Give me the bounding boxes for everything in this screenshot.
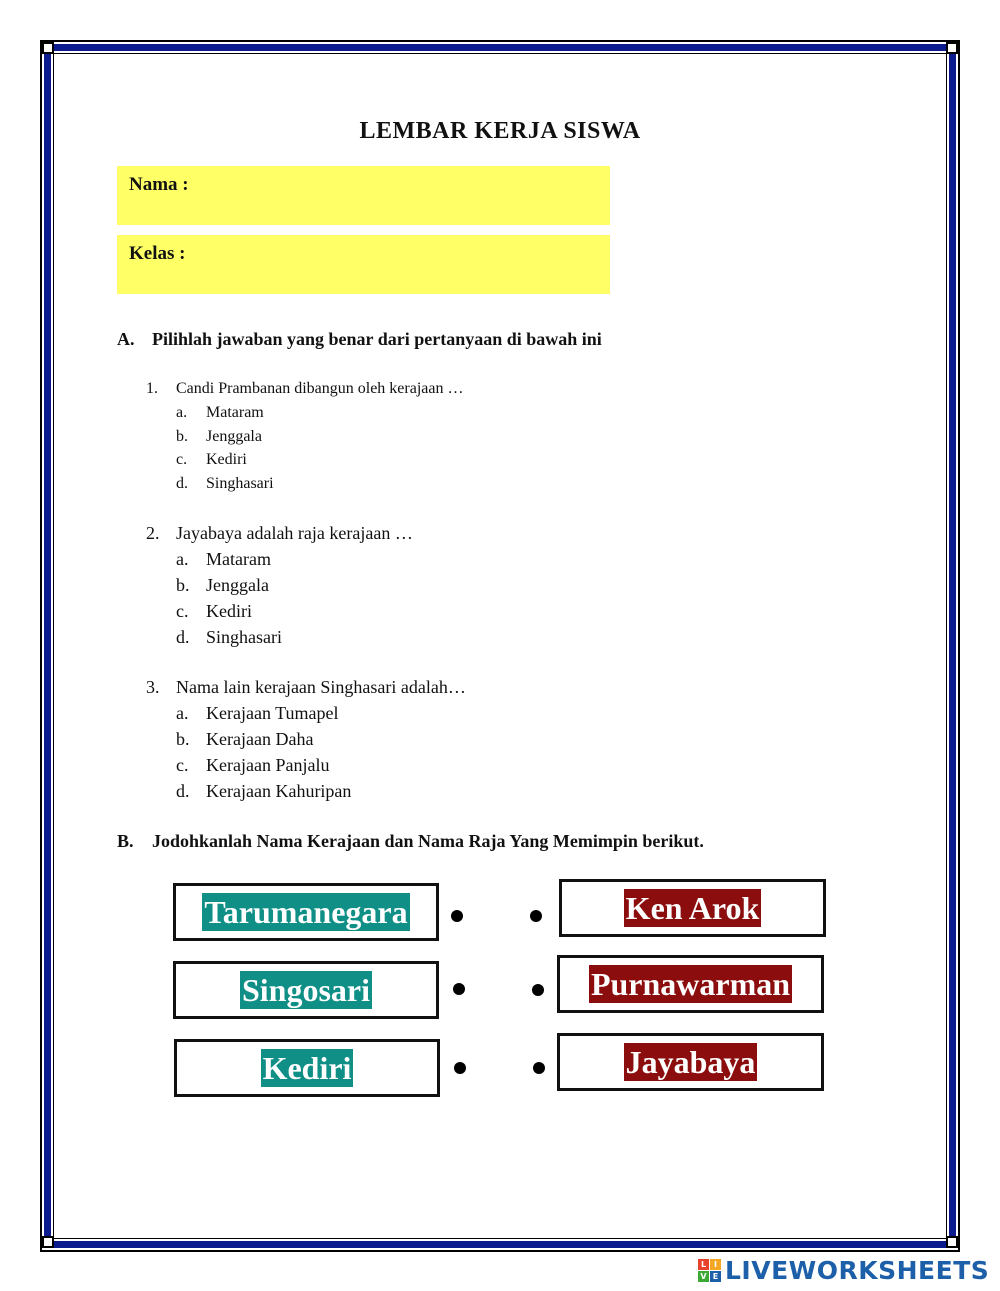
option-c[interactable] xyxy=(176,601,282,627)
question-number: 1. xyxy=(146,380,158,397)
option-b[interactable] xyxy=(176,575,282,601)
option-d[interactable] xyxy=(176,475,274,499)
section-a-heading xyxy=(117,329,602,350)
match-dot-right-2[interactable] xyxy=(532,984,544,996)
kingdom-label: Kediri xyxy=(262,1050,352,1086)
option-letter: b. xyxy=(176,729,190,749)
question-2 xyxy=(146,523,413,544)
option-letter: b. xyxy=(176,427,188,445)
question-text: Jayabaya adalah raja kerajaan … xyxy=(176,523,413,543)
logo-letter: L xyxy=(698,1259,709,1270)
option-letter: d. xyxy=(176,627,190,647)
king-box-ken-arok[interactable] xyxy=(559,879,826,937)
brand-text: LIVEWORKSHEETS xyxy=(725,1256,990,1285)
page-title: LEMBAR KERJA SISWA xyxy=(359,118,641,144)
option-text: Jenggala xyxy=(206,427,262,445)
match-dot-left-3[interactable] xyxy=(454,1062,466,1074)
option-letter: d. xyxy=(176,474,188,492)
match-dot-right-1[interactable] xyxy=(530,910,542,922)
question-1-options xyxy=(176,404,274,498)
option-letter: a. xyxy=(176,404,188,421)
frame-corner-bottom-right xyxy=(946,1236,958,1248)
option-letter: a. xyxy=(176,703,189,723)
kingdom-label: Tarumanegara xyxy=(204,894,408,930)
option-text: Kerajaan Panjalu xyxy=(206,755,330,775)
frame-corner-bottom-left xyxy=(42,1236,54,1248)
option-text: Mataram xyxy=(206,404,264,421)
option-a[interactable] xyxy=(176,404,274,428)
section-b-text: Jodohkanlah Nama Kerajaan dan Nama Raja Yang Memimpin berikut. xyxy=(152,831,704,851)
question-number: 2. xyxy=(146,523,160,543)
option-c[interactable] xyxy=(176,755,351,781)
section-b-heading xyxy=(117,831,704,852)
kingdom-box-tarumanegara[interactable] xyxy=(173,883,439,941)
question-1 xyxy=(146,380,463,398)
option-text: Kerajaan Daha xyxy=(206,729,314,749)
frame-corner-top-left xyxy=(42,42,54,54)
kingdom-label: Singosari xyxy=(241,972,371,1008)
option-letter: a. xyxy=(176,549,189,569)
nama-label: Nama : xyxy=(129,174,189,195)
section-a-letter: A. xyxy=(117,329,135,349)
option-text: Singhasari xyxy=(206,627,282,647)
option-letter: c. xyxy=(176,601,189,621)
nama-field[interactable] xyxy=(117,166,610,225)
option-text: Jenggala xyxy=(206,575,269,595)
kingdom-box-kediri[interactable] xyxy=(174,1039,440,1097)
question-text: Nama lain kerajaan Singhasari adalah… xyxy=(176,677,466,697)
option-text: Kerajaan Tumapel xyxy=(206,703,339,723)
question-3 xyxy=(146,677,466,698)
option-letter: b. xyxy=(176,575,190,595)
section-a-text: Pilihlah jawaban yang benar dari pertanyaan di bawah ini xyxy=(152,329,602,349)
option-b[interactable] xyxy=(176,428,274,452)
logo-letter: I xyxy=(710,1259,721,1270)
match-dot-left-2[interactable] xyxy=(453,983,465,995)
option-a[interactable] xyxy=(176,549,282,575)
logo-letter: E xyxy=(710,1271,721,1282)
option-letter: c. xyxy=(176,451,188,468)
option-text: Kerajaan Kahuripan xyxy=(206,781,352,801)
king-box-jayabaya[interactable] xyxy=(557,1033,824,1091)
kelas-label: Kelas : xyxy=(129,243,186,264)
option-letter: d. xyxy=(176,781,190,801)
king-label: Jayabaya xyxy=(625,1044,756,1080)
section-b-letter: B. xyxy=(117,831,134,851)
question-number: 3. xyxy=(146,677,160,697)
king-label: Purnawarman xyxy=(590,966,791,1002)
option-text: Kediri xyxy=(206,601,252,621)
option-letter: c. xyxy=(176,755,189,775)
option-b[interactable] xyxy=(176,729,351,755)
question-text: Candi Prambanan dibangun oleh kerajaan … xyxy=(176,380,464,397)
kingdom-box-singosari[interactable] xyxy=(173,961,439,1019)
option-text: Kediri xyxy=(206,451,247,468)
king-label: Ken Arok xyxy=(625,890,760,926)
liveworksheets-logo-icon xyxy=(698,1259,721,1282)
option-d[interactable] xyxy=(176,627,282,653)
option-text: Mataram xyxy=(206,549,271,569)
kelas-field[interactable] xyxy=(117,235,610,294)
king-box-purnawarman[interactable] xyxy=(557,955,824,1013)
frame-corner-top-right xyxy=(946,42,958,54)
question-3-options xyxy=(176,703,351,807)
option-c[interactable] xyxy=(176,451,274,475)
match-dot-right-3[interactable] xyxy=(533,1062,545,1074)
option-d[interactable] xyxy=(176,781,351,807)
question-2-options xyxy=(176,549,282,653)
match-dot-left-1[interactable] xyxy=(451,910,463,922)
option-a[interactable] xyxy=(176,703,351,729)
logo-letter: V xyxy=(698,1271,709,1282)
option-text: Singhasari xyxy=(206,474,274,492)
liveworksheets-brand xyxy=(698,1256,989,1285)
